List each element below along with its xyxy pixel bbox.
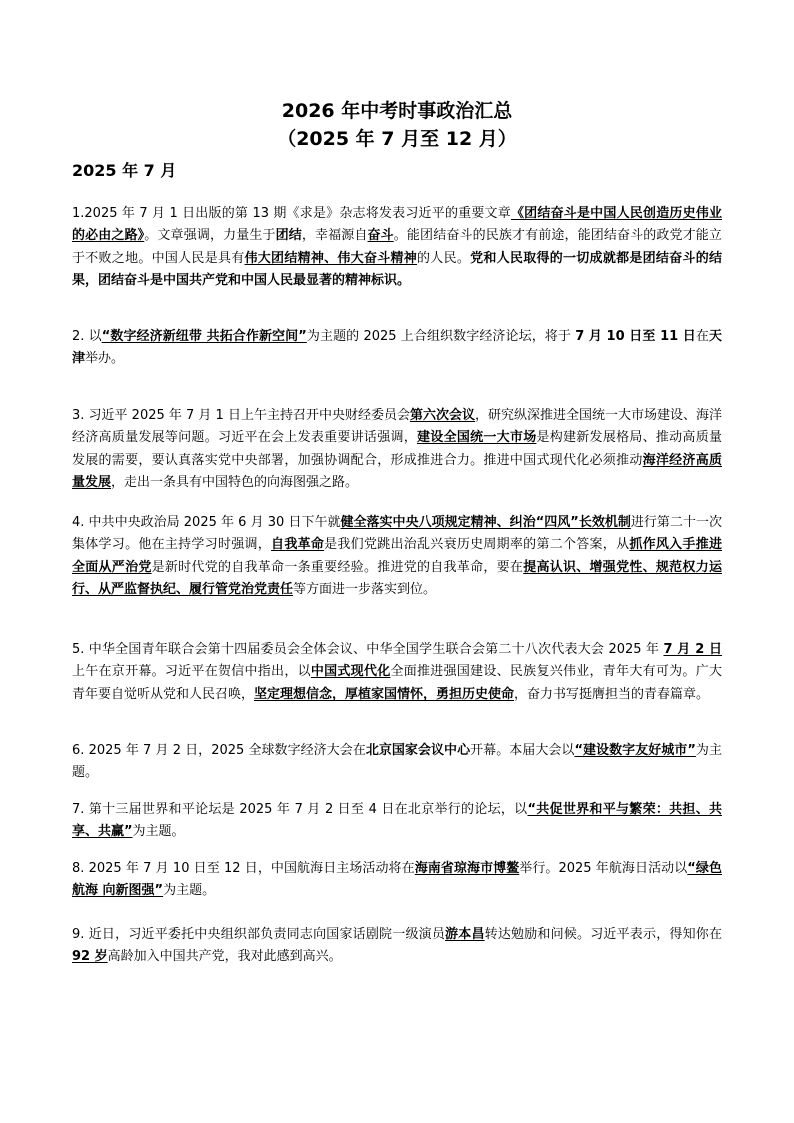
emphasis-text: 92 岁 (72, 949, 108, 965)
news-item-9 (72, 924, 722, 969)
body-text: 是新时代党的自我革命一条重要经验。推进党的自我革命，要在 (151, 559, 524, 575)
emphasis-text: 7 月 10 日至 11 日 (575, 329, 696, 344)
body-text: 。能团结奋斗的民族才有前途，能团结奋斗的政党才能立于不败之地。中国人民是具有 (72, 228, 722, 266)
emphasis-text: “建设数字友好城市” (574, 743, 696, 758)
emphasis-text: 党和人民取得的一切成就都是团结奋斗的结果，团结奋斗是中国共产党和中国人民最显著的精神标识。 (72, 250, 722, 289)
news-item-6 (72, 740, 722, 785)
body-text: 举行。2025 年航海日活动以 (519, 861, 688, 876)
news-item-3 (72, 405, 722, 495)
news-item-7 (72, 799, 722, 844)
body-text: 为主题。 (72, 743, 722, 781)
news-item-2 (72, 326, 722, 371)
emphasis-text: “绿色航海 向新图强” (72, 861, 722, 899)
body-text: 高龄加入中国共产党，我对此感到高兴。 (107, 949, 342, 965)
emphasis-text: 健全落实中央八项规定精神、纠治“四风”长效机制 (340, 515, 631, 530)
emphasis-text: 建设全国统一大市场 (417, 430, 537, 446)
body-text: 3. 习近平 2025 年 7 月 1 日上午主持召开中央财经委员会 (72, 408, 410, 423)
body-text: 全面推进强国建设、民族复兴伟业，青年大有可为。广大青年要自觉听从党和人民召唤， (72, 664, 722, 702)
body-text: 上午在京开幕。习近平在贺信中指出，以 (72, 664, 311, 680)
body-text: 是构建新发展格局、推动高质量发展的需要，要认真落实党中央部署，加强协调配合，形成推进合力。推进中国式现代化必须推动 (72, 430, 722, 468)
document-title: 2026 年中考时事政治汇总 (281, 100, 513, 122)
body-text: 8. 2025 年 7 月 10 日至 12 日，中国航海日主场活动将在 (72, 861, 415, 876)
emphasis-text: 天津 (72, 329, 722, 367)
body-text: ，走出一条具有中国特色的向海图强之路。 (111, 475, 359, 491)
emphasis-text: 抓作风入手推进全面从严治党 (72, 537, 722, 575)
emphasis-text: 中国式现代化 (310, 664, 391, 680)
emphasis-text: 自我革命 (271, 537, 325, 553)
body-text: 5. 中华全国青年联合会第十四届委员会全体会议、中华全国学生联合会第二十八次代表大会 2025 年 (72, 642, 664, 657)
emphasis-text: “数字经济新纽带 共拓合作新空间” (101, 329, 307, 344)
emphasis-text: 北京国家会议中心 (365, 743, 471, 758)
emphasis-text: 海南省琼海市博鳌 (414, 861, 520, 876)
emphasis-text: 第六次会议 (409, 408, 475, 423)
emphasis-text: 7 月 2 日 (663, 642, 722, 657)
body-text: ，研究纵深推进全国统一大市场建设、海洋经济高质量发展等问题。习近平在会上发表重要讲话强调， (72, 408, 722, 446)
body-text: 2. 以 (72, 329, 102, 344)
body-text: 4. 中共中央政治局 2025 年 6 月 30 日下午就 (72, 515, 341, 530)
news-item-8 (72, 858, 722, 903)
body-text: 等方面进一步落实到位。 (293, 582, 437, 598)
emphasis-text: 伟大团结精神、伟大奋斗精神 (244, 250, 418, 266)
body-text: 的人民。 (417, 250, 471, 266)
emphasis-text: 游本昌 (445, 927, 485, 942)
emphasis-text: 团结 (275, 228, 302, 244)
emphasis-text: 《团结奋斗是中国人民创造历史伟业的必由之路》 (72, 206, 722, 244)
news-item-4 (72, 512, 722, 602)
body-text: 开幕。本届大会以 (470, 743, 575, 758)
month-heading: 2025 年 7 月 (72, 161, 177, 180)
body-text: 9. 近日，习近平委托中央组织部负责同志向国家话剧院一级演员 (72, 927, 446, 942)
news-item-1 (72, 203, 722, 293)
body-text: 在 (695, 329, 709, 344)
body-text: 6. 2025 年 7 月 2 日，2025 全球数字经济大会在 (72, 743, 366, 758)
body-text: 。文章强调，力量生于 (144, 228, 276, 244)
emphasis-text: “共促世界和平与繁荣：共担、共享、共赢” (72, 802, 722, 840)
body-text: 转达勉励和问候。习近平表示，得知你在 (484, 927, 722, 942)
emphasis-text: 提高认识、增强党性、规范权力运行、从严监督执纪、履行管党治党责任 (72, 559, 722, 598)
body-text: 举办。 (85, 351, 125, 367)
body-text: 为主题。 (163, 883, 216, 899)
emphasis-text: 坚定理想信念，厚植家国情怀，勇担历史使命 (254, 686, 515, 702)
document-subtitle: （2025 年 7 月至 12 月） (277, 128, 517, 150)
body-text: 1.2025 年 7 月 1 日出版的第 13 期《求是》杂志将发表习近平的重要文章 (72, 206, 511, 221)
body-text: 进行第二十一次集体学习。他在主持学习时强调， (72, 515, 722, 553)
news-item-5 (72, 639, 722, 706)
body-text: ，幸福源自 (301, 228, 368, 244)
emphasis-text: 海洋经济高质量发展 (72, 452, 722, 491)
body-text: 是我们党跳出治乱兴衰历史周期率的第二个答案，从 (324, 537, 630, 553)
emphasis-text: 奋斗 (367, 228, 394, 244)
body-text: 7. 第十三届世界和平论坛是 2025 年 7 月 2 日至 4 日在北京举行的论坛，以 (72, 802, 528, 817)
body-text: ，奋力书写挺膺担当的青春篇章。 (514, 686, 710, 702)
body-text: 为主题。 (132, 824, 185, 840)
body-text: 为主题的 2025 上合组织数字经济论坛，将于 (306, 329, 576, 344)
